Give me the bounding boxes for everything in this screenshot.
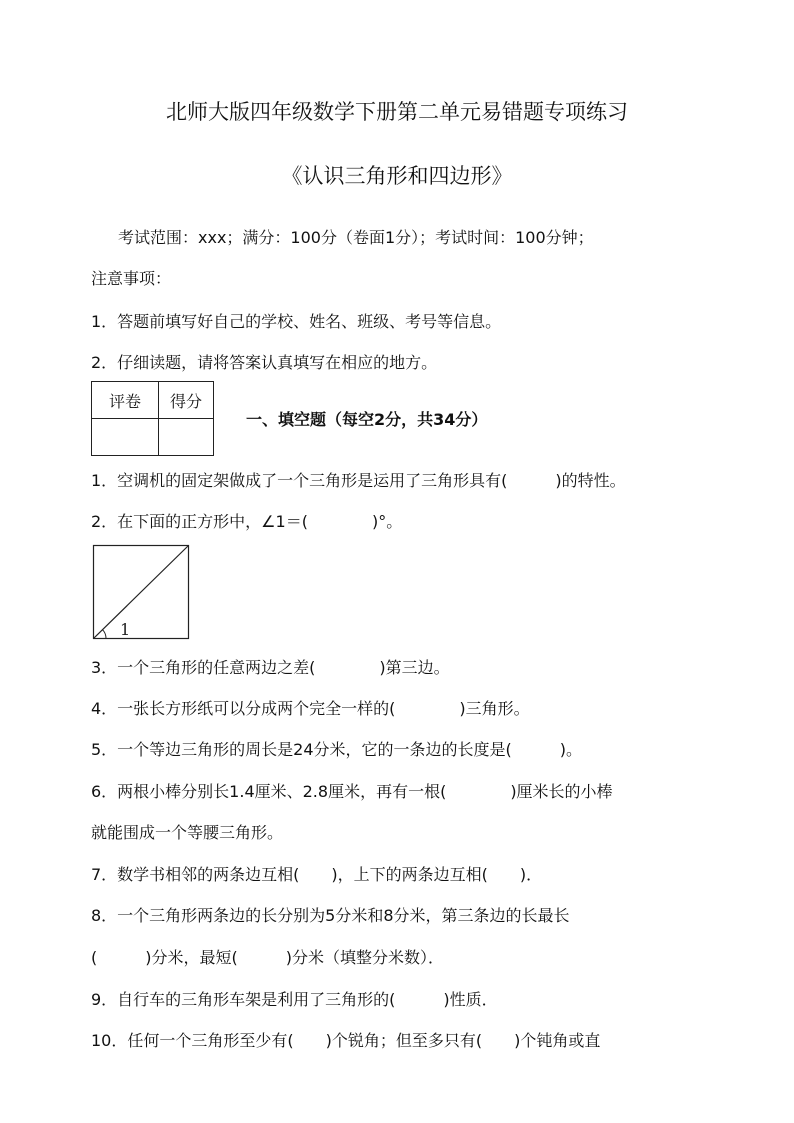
exam-info: 考试范围：xxx；满分：100分（卷面1分）；考试时间：100分钟； (118, 228, 594, 247)
square-diagram (92, 544, 192, 642)
angle-label: 1 (120, 620, 131, 639)
page-subtitle: 《认识三角形和四边形》 (281, 164, 513, 188)
notice-heading: 注意事项： (91, 269, 172, 288)
question-continued: ( )分米，最短( )分米（填整分米数）． (91, 948, 444, 967)
question: 7．数学书相邻的两条边互相( )，上下的两条边互相( )． (91, 865, 543, 884)
square-diagonal (94, 546, 189, 639)
question: 8．一个三角形两条边的长分别为5分米和8分米，第三条边的长最长 (91, 906, 570, 925)
score-cell-score (159, 419, 214, 456)
notice-item: 2．仔细读题，请将答案认真填写在相应的地方。 (91, 353, 438, 372)
question: 6．两根小棒分别长1.4厘米、2.8厘米，再有一根( )厘米长的小棒 (91, 782, 613, 801)
section-heading: 一、填空题（每空2分，共34分） (246, 410, 488, 429)
question: 1．空调机的固定架做成了一个三角形是运用了三角形具有( )的特性。 (91, 471, 626, 490)
angle-arc (103, 630, 107, 639)
question: 5．一个等边三角形的周长是24分米，它的一条边的长度是( )。 (91, 740, 583, 759)
page-title: 北师大版四年级数学下册第二单元易错题专项练习 (166, 100, 628, 124)
question: 4．一张长方形纸可以分成两个完全一样的( )三角形。 (91, 699, 530, 718)
question: 10．任何一个三角形至少有( )个锐角；但至多只有( )个钝角或直 (91, 1031, 601, 1050)
score-table (91, 381, 214, 456)
question: 3．一个三角形的任意两边之差( )第三边。 (91, 658, 450, 677)
notice-item: 1．答题前填写好自己的学校、姓名、班级、考号等信息。 (91, 312, 502, 331)
score-header-grader: 评卷 (92, 382, 159, 419)
question-continued: 就能围成一个等腰三角形。 (91, 823, 284, 842)
score-header-score: 得分 (159, 382, 214, 419)
score-cell-grader (92, 419, 159, 456)
question: 2．在下面的正方形中，∠1＝( )°。 (91, 512, 403, 531)
question: 9．自行车的三角形车架是利用了三角形的( )性质． (91, 990, 498, 1009)
